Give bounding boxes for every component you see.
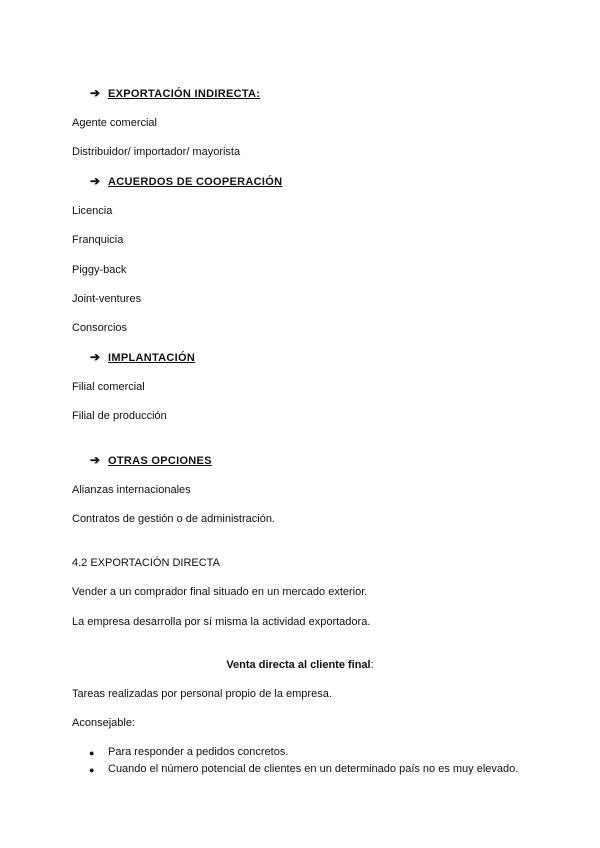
- list-item: Joint-ventures: [72, 293, 142, 305]
- list-item: Piggy-back: [72, 264, 127, 276]
- list-item: Consorcios: [72, 322, 128, 334]
- list-item: Distribuidor/ importador/ mayorista: [72, 146, 241, 158]
- paragraph: La empresa desarrolla por sí misma la actividad exportadora.: [72, 616, 371, 628]
- list-item: Alianzas internacionales: [72, 484, 191, 496]
- arrow-icon: ➔: [90, 453, 101, 467]
- paragraph: Vender a un comprador final situado en un mercado exterior.: [72, 586, 368, 598]
- list-item: Licencia: [72, 205, 113, 217]
- subheading-bold-text: Venta directa al cliente final: [226, 659, 371, 671]
- bullet-icon: ●: [89, 765, 95, 775]
- list-item: Filial comercial: [72, 381, 145, 393]
- paragraph: Aconsejable:: [72, 717, 135, 729]
- paragraph: Tareas realizadas por personal propio de la empresa.: [72, 688, 332, 700]
- list-item: Franquicia: [72, 234, 124, 246]
- arrow-icon: ➔: [90, 86, 101, 100]
- list-item: Agente comercial: [72, 117, 157, 129]
- bullet-item: Para responder a pedidos concretos.: [108, 746, 289, 758]
- bullet-icon: ●: [89, 748, 95, 758]
- subheading-colon: :: [370, 659, 374, 671]
- subheading-venta-directa: [0, 659, 600, 672]
- bullet-item: Cuando el número potencial de clientes en un determinado país no es muy elevado.: [108, 763, 519, 775]
- list-item: Filial de producción: [72, 410, 167, 422]
- section-heading-otras-opciones: OTRAS OPCIONES: [108, 455, 212, 467]
- section-heading-implantacion: IMPLANTACIÓN: [108, 352, 196, 364]
- list-item: Contratos de gestión o de administración.: [72, 513, 276, 525]
- arrow-icon: ➔: [90, 350, 101, 364]
- section-heading-exportacion-directa: 4.2 EXPORTACIÓN DIRECTA: [72, 557, 220, 569]
- section-heading-acuerdos-cooperacion: ACUERDOS DE COOPERACIÓN: [108, 176, 283, 188]
- arrow-icon: ➔: [90, 174, 101, 188]
- section-heading-exportacion-indirecta: EXPORTACIÓN INDIRECTA:: [108, 88, 261, 100]
